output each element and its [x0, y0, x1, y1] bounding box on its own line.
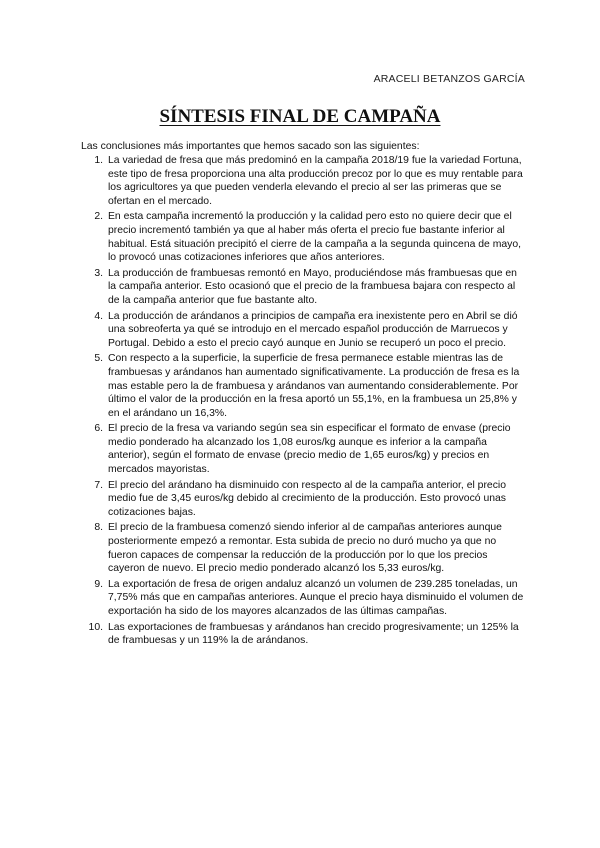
list-item — [81, 210, 527, 264]
author-name: ARACELI BETANZOS GARCÍA — [373, 73, 525, 85]
list-item-text: La variedad de fresa que más predominó en la campaña 2018/19 fue la variedad Fortuna, este tipo de fresa proporciona una alta producción precoz por lo que es muy rentable para los agricultores ya que pueden venderla elevando el precio al ser las primeras que se ofertan en el mercado. — [108, 155, 523, 207]
list-item — [81, 154, 527, 208]
list-item — [81, 310, 527, 351]
list-item-number: 6. — [94, 423, 103, 435]
list-item-text: El precio de la fresa va variando según sea sin especificar el formato de envase (precio medio ponderado ha alcanzado los 1,08 euros/kg aunque es inferior a la campaña anterior), según el formato de envase (precio medio de 1,65 euros/kg) y precios en mercados mayoristas. — [108, 423, 511, 476]
list-item-number: 9. — [94, 578, 103, 590]
list-item — [81, 479, 527, 520]
list-item-text: Las exportaciones de frambuesas y arándanos han crecido progresivamente; un 125% la de frambuesas y un 119% la de arándanos. — [108, 621, 519, 647]
list-item — [81, 352, 527, 420]
list-item-number: 5. — [94, 353, 103, 365]
list-item-text: Con respecto a la superficie, la superficie de fresa permanece estable mientras las de frambuesas y arándanos han aumentado significativamente. La producción de fresa es la mas estable pero la de frambuesa y arándanos van aumentando considerablemente. Por último el valor de la producción en la fresa aportó un 55,1%, en la frambuesa un 25,8% y en el arándano un 16,3%. — [108, 353, 520, 419]
list-item — [81, 621, 527, 648]
list-item-number: 4. — [94, 310, 103, 322]
list-item — [81, 422, 527, 476]
list-item-text: El precio de la frambuesa comenzó siendo inferior al de campañas anteriores aunque posteriormente empezó a remontar. Esta subida de precio no duró mucho ya que no fueron capaces de compensar la reducción de la producción por lo que los precios cayeron de nuevo. El precio medio ponderado alcanzó los 5,33 euros/kg. — [108, 522, 502, 575]
list-item-text: El precio del arándano ha disminuido con respecto al de la campaña anterior, el precio medio fue de 3,45 euros/kg debido al crecimiento de la producción. Esto provocó unas cotizaciones bajas. — [108, 479, 506, 518]
intro-paragraph: Las conclusiones más importantes que hemos sacado son las siguientes: — [81, 141, 420, 152]
list-item — [81, 521, 527, 575]
conclusions-list — [81, 154, 527, 650]
list-item-text: La producción de arándanos a principios de campaña era inexistente pero en Abril se dió una sobreoferta ya qué se introdujo en el mercado español producción de Marruecos y Portugal. Debido a esto el precio cayó aunque en Junio se recuperó un poco el precio. — [108, 310, 518, 349]
list-item — [81, 267, 527, 308]
list-item-number: 3. — [94, 267, 103, 279]
list-item-text: La exportación de fresa de origen andaluz alcanzó un volumen de 239.285 toneladas, un 7,75% más que en campañas anteriores. Aunque el precio haya disminuido el volumen de exportación ha sido de los mayores alcanzados de las últimas campañas. — [108, 578, 524, 617]
list-item-number: 8. — [94, 522, 103, 534]
list-item-number: 1. — [94, 155, 103, 166]
document-title: SÍNTESIS FINAL DE CAMPAÑA — [159, 106, 441, 127]
list-item-text: En esta campaña incrementó la producción y la calidad pero esto no quiere decir que el precio incrementó también ya que al haber más oferta el precio fue bastante inferior al habitual. Está situación precipitó el cierre de la campaña a la segunda quincena de mayo, lo provocó unas cotizaciones inferiores que años anteriores. — [108, 211, 521, 264]
list-item-number: 2. — [94, 211, 103, 223]
list-item-number: 10. — [88, 621, 103, 633]
list-item-number: 7. — [94, 479, 103, 491]
list-item — [81, 578, 527, 619]
list-item-text: La producción de frambuesas remontó en Mayo, produciéndose más frambuesas que en la campaña anterior. Esto ocasionó que el precio de la frambuesa bajara con respecto al de la campaña anterior que fue bastante alto. — [108, 267, 517, 306]
